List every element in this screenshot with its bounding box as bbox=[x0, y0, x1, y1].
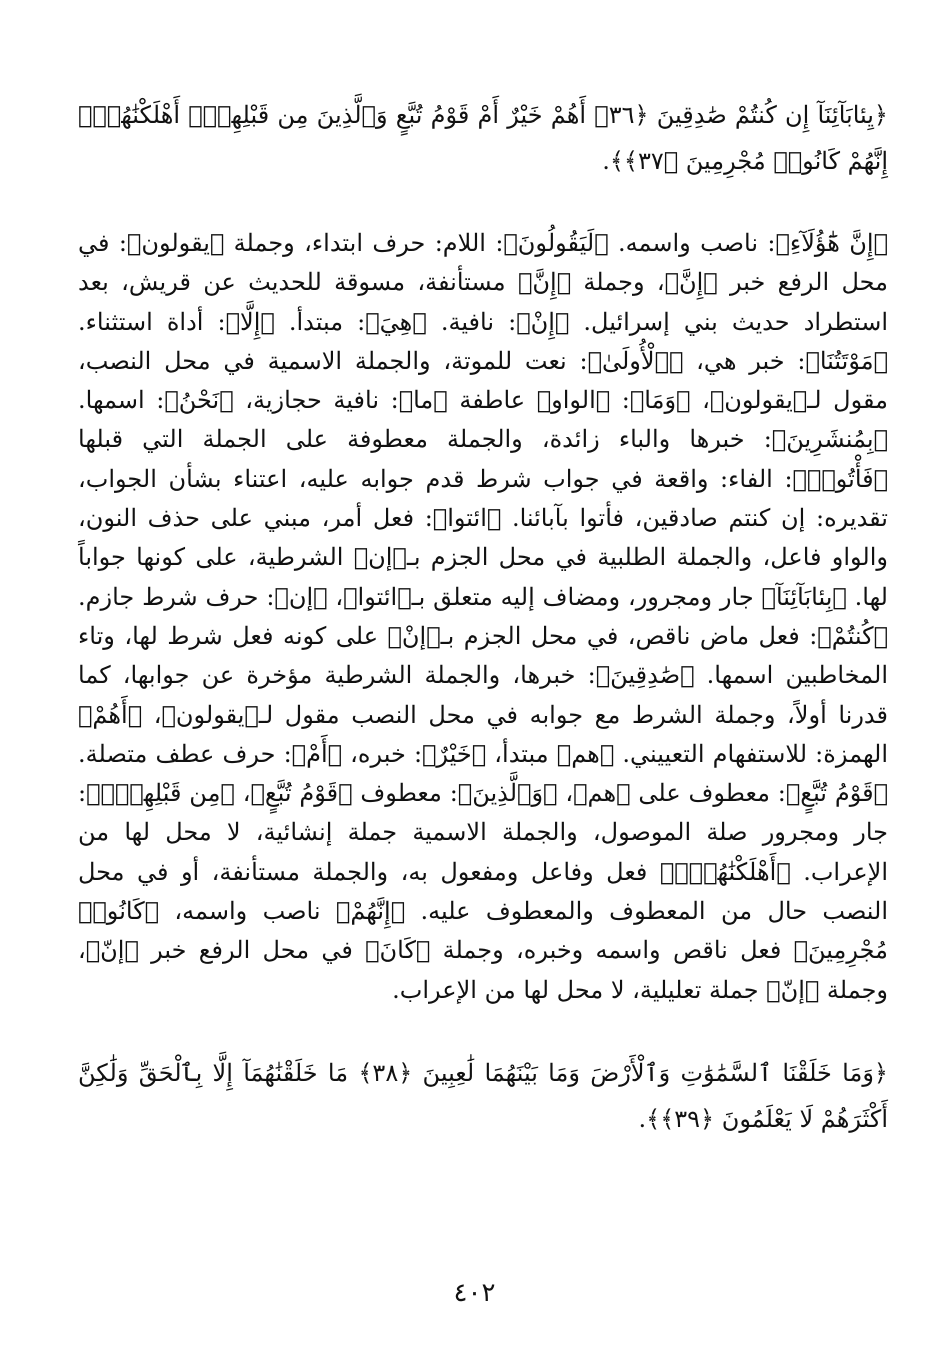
quran-verse-top: ﴿يِئابَآئِنَآ إِن كُنتُمْ صَٰدِقِينَ ﴿٣٦﴾ أَهُمْ خَيْرٌ أَمْ قَوْمُ تُبَّعٍ وَٱلَّذِينَ مِن قَبْلِهِمْۚ أَهْلَكْنَٰهُمْۖ إِنَّهُمْ كَانُوا۟ مُجْرِمِينَ ﴿٣٧﴾﴾. bbox=[78, 101, 888, 175]
grammatical-analysis-text: ﴿إِنَّ هَٰٓؤُلَآءِ﴾: ناصب واسمه. ﴿لَيَقُولُونَ﴾: اللام: حرف ابتداء، وجملة ﴿يقولون﴾: في محل الرفع خبر ﴿إِنَّ﴾، وجملة ﴿إِنَّ﴾ مستأنفة، مسوقة للحديث عن قريش، بعد استطراد حديث بني إسرائيل. ﴿إِنْ﴾: نافية. ﴿هِيَ﴾: مبتدأ. ﴿إِلَّا﴾: أداة استثناء. ﴿مَوْتَتُنَا﴾: خبر هي، ﴿ٱلْأُولَىٰ﴾: نعت للموتة، والجملة الاسمية في محل النصب، مقول لـ﴿يقولون﴾، ﴿وَمَا﴾: ﴿الواو﴾ عاطفة ﴿ما﴾: نافية حجازية، ﴿نَحْنُ﴾: اسمها. ﴿بِمُنشَرِينَ﴾: خبرها والباء زائدة، والجملة معطوفة على الجملة التي قبلها ﴿فَأْتُوا۟﴾: الفاء: واقعة في جواب شرط قدم جوابه عليه، اعتناء بشأن الجواب، تقديره: إن كنتم صادقين، فأتوا بآبائنا. ﴿ائتوا﴾: فعل أمر، مبني على حذف النون، والواو فاعل، والجملة الطلبية في محل الجزم بـ﴿إن﴾ الشرطية، على كونها جواباً لها. ﴿بِئابَآئِنَآ﴾ جار ومجرور، ومضاف إليه متعلق بـ﴿ائتوا﴾، ﴿إن﴾: حرف شرط جازم. ﴿كُنتُمْ﴾: فعل ماض ناقص، في محل الجزم بـ﴿إنْ﴾ على كونه فعل شرط لها، وتاء المخاطبين اسمها. ﴿صَٰدِقِينَ﴾: خبرها، والجملة الشرطية مؤخرة عن جوابها، كما قدرنا أولاً، وجملة الشرط مع جوابه في محل النصب مقول لـ﴿يقولون﴾، ﴿أَهُمْ﴾ الهمزة: للاستفهام التعييني. ﴿هم﴾ مبتدأ، ﴿خَيْرٌ﴾: خبره، ﴿أَمْ﴾: حرف عطف متصلة. ﴿قَوْمُ تُبَّعٍ﴾: معطوف على ﴿هم﴾، ﴿وَٱلَّذِينَ﴾: معطوف ﴿قَوْمُ تُبَّعٍ﴾، ﴿مِن قَبْلِهِمْۚ﴾: جار ومجرور صلة الموصول، والجملة الاسمية جملة إنشائية، لا محل لها من الإعراب. ﴿أَهْلَكْنَٰهُمْۖ﴾ فعل وفاعل ومفعول به، والجملة مستأنفة، أو في محل النصب حال من المعطوف والمعطوف عليه. ﴿إِنَّهُمْ﴾ ناصب واسمه، ﴿كَانُوا۟ مُجْرِمِينَ﴾ فعل ناقص واسمه وخبره، وجملة ﴿كَانَ﴾ في محل الرفع خبر ﴿إنّ﴾، وجملة ﴿إنّ﴾ جملة تعليلية، لا محل لها من الإعراب. bbox=[78, 229, 888, 1004]
page-number: ٤٠٢ bbox=[453, 1278, 496, 1308]
book-page bbox=[78, 92, 888, 1332]
quran-verse-bottom: ﴿وَمَا خَلَقْنَا ٱلسَّمَٰوَٰتِ وَٱلْأَرْضَ وَمَا بَيْنَهُمَا لَٰعِبِينَ ﴿٣٨﴾ مَا خَلَقْنَٰهُمَآ إِلَّا بِٱلْحَقِّ وَلَٰكِنَّ أَكْثَرَهُمْ لَا يَعْلَمُونَ ﴿٣٩﴾﴾. bbox=[78, 1058, 888, 1133]
